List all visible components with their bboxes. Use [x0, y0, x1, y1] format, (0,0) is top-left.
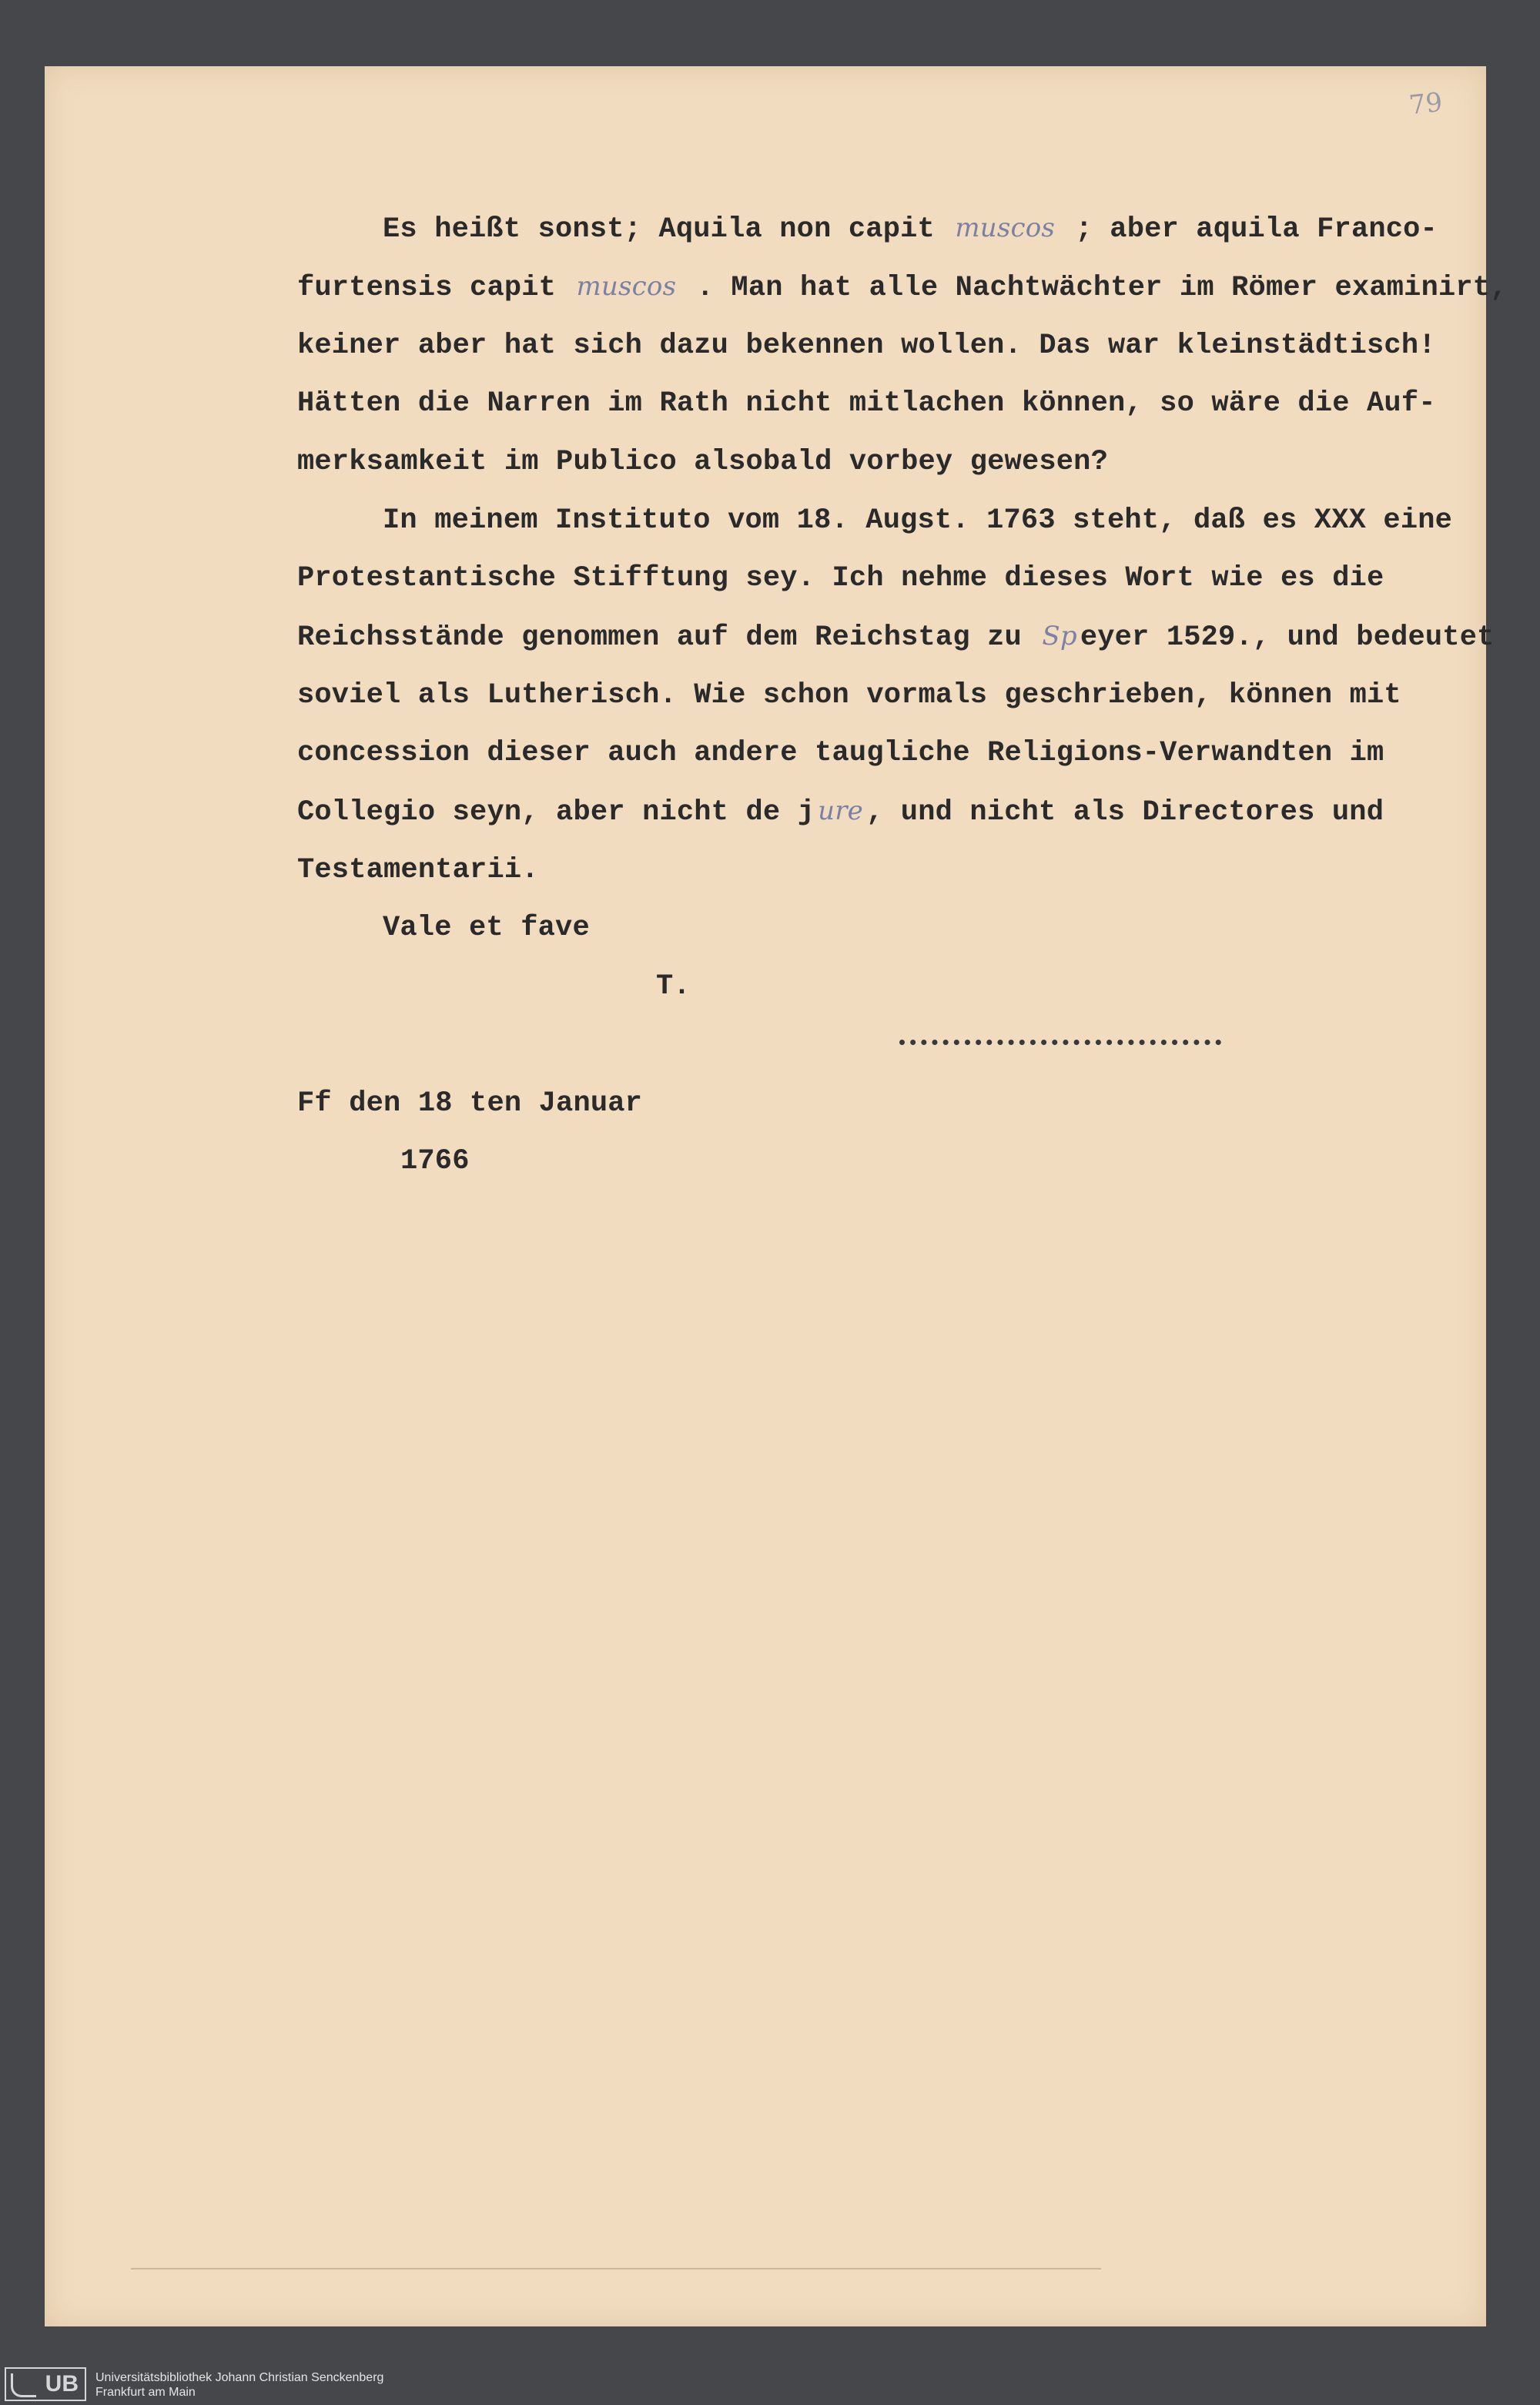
- typed-text: soviel als Lutherisch. Wie schon vormals geschrieben, können mit: [297, 679, 1401, 712]
- handwritten-insertion: ure: [818, 796, 863, 826]
- dotted-separator: [899, 1040, 1221, 1045]
- text-line: [297, 562, 1384, 595]
- typed-text: Protestantische Stifftung sey. Ich nehme dieses Wort wie es die: [297, 562, 1384, 595]
- handwritten-insertion: muscos: [955, 213, 1056, 243]
- text-line: [297, 621, 1495, 654]
- typed-text: 1766: [400, 1145, 470, 1177]
- faint-line: [131, 2268, 1101, 2269]
- typed-text: Testamentarii.: [297, 854, 539, 886]
- library-credit: [95, 2370, 383, 2400]
- typed-text: furtensis capit: [297, 272, 574, 304]
- library-name: Universitätsbibliothek Johann Christian Senckenberg: [95, 2371, 384, 2384]
- typed-text: . Man hat alle Nachtwächter im Römer examinirt,: [679, 272, 1508, 304]
- footer-bar: [0, 2364, 1540, 2405]
- text-line: [297, 271, 1508, 304]
- handwritten-insertion: muscos: [576, 271, 677, 302]
- typed-text: Collegio seyn, aber nicht de j: [297, 796, 815, 829]
- typed-text: eyer 1529., und bedeutet: [1080, 621, 1495, 654]
- typed-text: ; aber aquila Franco-: [1058, 213, 1438, 246]
- text-line: [297, 387, 1436, 420]
- text-line: [297, 679, 1401, 712]
- text-line: [297, 854, 539, 886]
- text-line: [400, 1145, 470, 1177]
- typed-text: merksamkeit im Publico alsobald vorbey gewesen?: [297, 446, 1108, 478]
- text-line: [656, 970, 691, 1003]
- page-number: 79: [1408, 86, 1445, 122]
- typed-text: Vale et fave: [383, 912, 590, 944]
- text-line: [383, 504, 1452, 537]
- ub-logo-text: UB: [45, 2371, 79, 2397]
- typed-text: concession dieser auch andere taugliche Religions-Verwandten im: [297, 737, 1384, 769]
- typed-text: , und nicht als Directores und: [865, 796, 1384, 829]
- typed-text: keiner aber hat sich dazu bekennen wollen. Das war kleinstädtisch!: [297, 330, 1436, 362]
- text-line: [383, 213, 1438, 246]
- text-line: [297, 796, 1384, 829]
- typed-text: In meinem Instituto vom 18. Augst. 1763 steht, daß es XXX eine: [383, 504, 1453, 537]
- typed-text: Hätten die Narren im Rath nicht mitlachen können, so wäre die Auf-: [297, 387, 1436, 420]
- text-line: [297, 330, 1436, 362]
- text-line: [297, 1087, 642, 1120]
- text-line: [297, 446, 1108, 478]
- typed-text: Es heißt sonst; Aquila non capit: [383, 213, 952, 246]
- typed-text: Reichsstände genommen auf dem Reichstag zu: [297, 621, 1040, 654]
- text-line: [297, 737, 1384, 769]
- typed-text: T.: [656, 970, 691, 1003]
- handwritten-insertion: Sp: [1042, 621, 1077, 651]
- ub-mark-icon: [11, 2373, 36, 2397]
- text-line: [383, 912, 590, 944]
- library-city: Frankfurt am Main: [95, 2386, 196, 2399]
- ub-logo-icon: [5, 2367, 86, 2401]
- typed-text: Ff den 18 ten Januar: [297, 1087, 643, 1120]
